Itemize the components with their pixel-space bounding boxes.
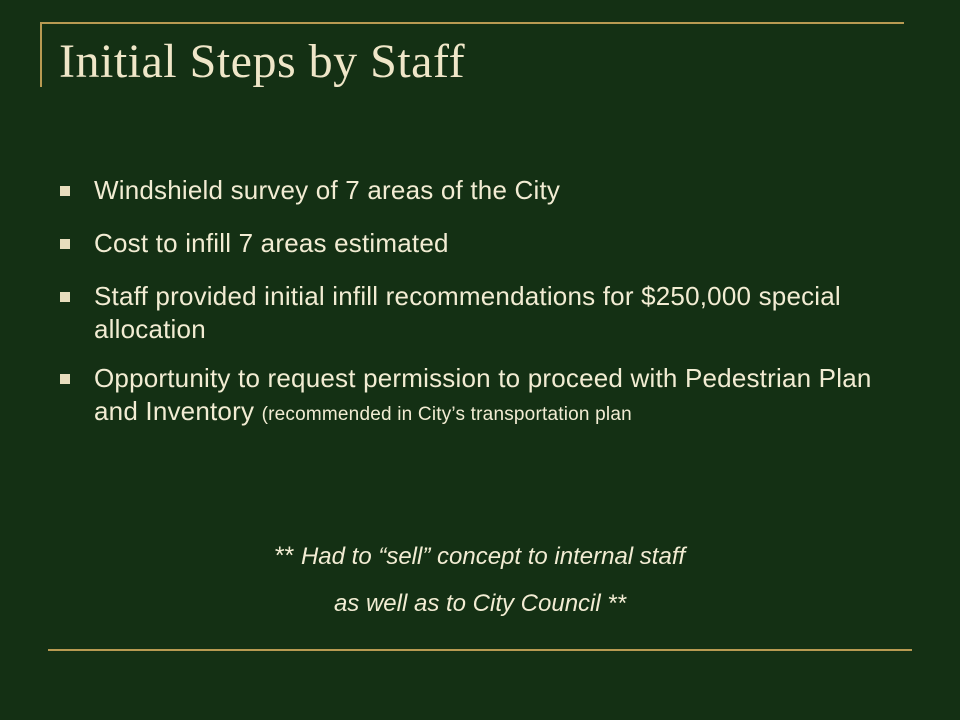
bullet-list: [60, 174, 900, 449]
bottom-rule: [48, 649, 912, 651]
note-line-1: [0, 533, 960, 580]
bullet-text: Opportunity to request permission to proceed with Pedestrian Plan and Inventory: [94, 363, 872, 426]
bullet-item: [60, 280, 900, 346]
bullet-text: Staff provided initial infill recommendations for $250,000 special allocation: [94, 281, 841, 344]
square-bullet-icon: [60, 239, 70, 249]
emphasis-note: [0, 533, 960, 627]
bullet-text: Windshield survey of 7 areas of the City: [94, 175, 561, 205]
top-rule: [40, 22, 904, 24]
bullet-item: [60, 227, 900, 260]
square-bullet-icon: [60, 292, 70, 302]
left-rule: [40, 22, 42, 87]
note-line-1-text: Had to “sell” concept to internal staff: [294, 543, 686, 570]
bullet-text: Cost to infill 7 areas estimated: [94, 228, 449, 258]
note-line-2: as well as to City Council **: [333, 590, 627, 617]
square-bullet-icon: [60, 186, 70, 196]
bullet-item: [60, 174, 900, 207]
note-stars: **: [274, 542, 295, 570]
square-bullet-icon: [60, 374, 70, 384]
slide-title: Initial Steps by Staff: [59, 35, 466, 88]
bullet-aside: (recommended in City’s transportation plan: [261, 404, 632, 425]
bullet-item: [60, 362, 900, 429]
